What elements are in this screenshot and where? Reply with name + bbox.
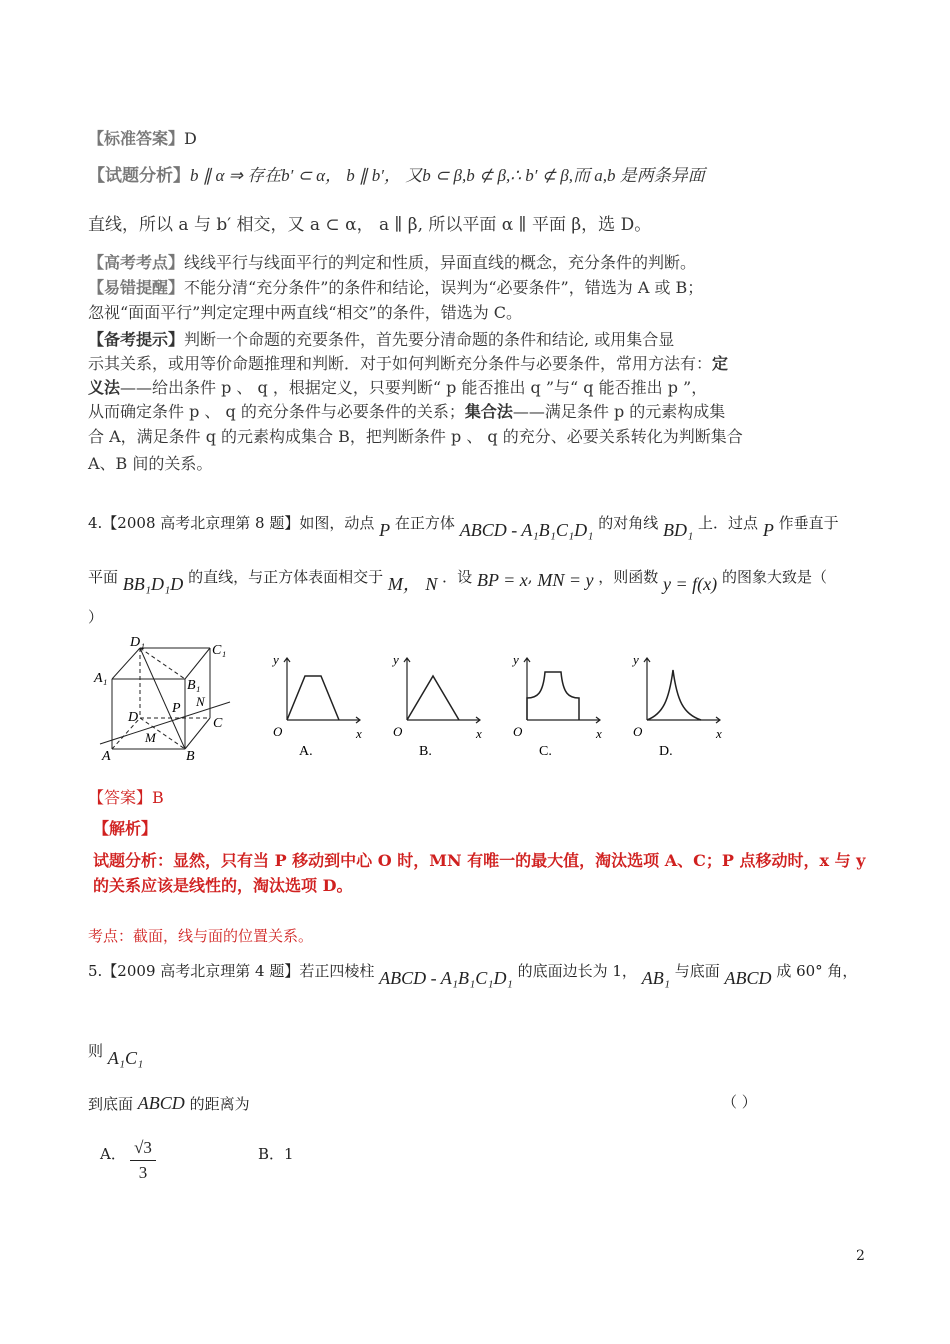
- q5-text3a: 到底面: [88, 1095, 134, 1113]
- label-a1: A₁: [94, 671, 108, 686]
- q4-line2: 平面 BB₁D₁D 的直线，与正方体表面相交于 M， N ．设 BP = x, MN = y ，则函数 y = f(x) 的图象大致是（: [88, 568, 827, 594]
- error-line2: 忽视“面面平行”判定定理中两直线“相交”的条件，错选为 C。: [88, 303, 523, 322]
- q4-text2b: 的直线，与正方体表面相交于: [188, 568, 384, 586]
- analysis-line1: [88, 161, 705, 186]
- tip-text4c: ——满足条件 p 的元素构成集: [512, 402, 726, 421]
- graph-c-xlabel: x: [596, 726, 602, 741]
- tip-bold-def2: 义法: [88, 378, 121, 397]
- q4-answer-value: B: [152, 788, 164, 807]
- graph-d-xlabel: x: [716, 726, 722, 741]
- cube-figure: [92, 632, 242, 762]
- label-c: C: [213, 716, 223, 731]
- q4-text1b: 在正方体: [394, 514, 455, 532]
- tip-line2: [88, 351, 728, 374]
- q5-ab1: AB₁: [641, 968, 670, 988]
- q4-text2c: ．设: [442, 568, 473, 586]
- tip-label: 【备考提示】: [88, 330, 185, 349]
- q5-line3: [88, 1093, 250, 1114]
- tip-bold-def: 定: [712, 354, 729, 373]
- q5-option-b[interactable]: B．1: [258, 1145, 294, 1163]
- q4-bp: BP = x: [476, 570, 528, 590]
- q4-explain-line1: 试题分析：显然，只有当 P 移动到中心 O 时，MN 有唯一的最大值，淘汰选项 A、C；P 点移动时，x 与 y: [93, 851, 866, 870]
- label-b1: B₁: [187, 678, 201, 693]
- graph-b-origin: O: [393, 724, 403, 739]
- q4-line1: [88, 512, 839, 540]
- label-n: N: [196, 694, 205, 709]
- q5-option-a[interactable]: [100, 1143, 126, 1164]
- q5-line2: [88, 1040, 144, 1068]
- q4-text2a: 平面: [88, 568, 119, 586]
- std-answer: [88, 126, 197, 149]
- tip-text1: 判断一个命题的充要条件，首先要分清命题的条件和结论, 或用集合显: [184, 330, 675, 349]
- label-d1: D₁: [130, 635, 145, 650]
- q4-var-p: P: [379, 520, 391, 540]
- tip-text3: ——给出条件 p 、 q ，根据定义，只要判断“ p 能否推出 q ”与“ q 能否推出 p ”，: [120, 378, 708, 397]
- q5-text1d: 成 60° 角，: [776, 962, 858, 980]
- q4-fx: y = f(x): [663, 574, 718, 594]
- q4-text2d: ，则函数: [598, 568, 659, 586]
- label-b: B: [186, 749, 195, 764]
- q5-prism: ABCD - A₁B₁C₁D₁: [379, 968, 513, 988]
- q5-line1: [88, 960, 858, 988]
- q4-kaodian: 考点：截面，线与面的位置关系。: [88, 927, 314, 945]
- q4-text1c: 的对角线: [598, 514, 659, 532]
- graph-option-a[interactable]: [265, 648, 375, 759]
- analysis-text1: b ∥ α ⇒ 存在b′ ⊂ α， b ∥ b′， 又b ⊂ β,b ⊄ β,∴ b′ ⊄ β,而 a,b 是两条异面: [190, 166, 705, 185]
- label-c1: C₁: [212, 643, 227, 658]
- q4-mn-points: M， N: [387, 574, 438, 594]
- error-text1: 不能分清“充分条件”的条件和结论，误判为“必要条件”，错选为 A 或 B；: [184, 278, 704, 297]
- q4-text1e: 作垂直于: [778, 514, 839, 532]
- graph-option-c[interactable]: [505, 648, 615, 759]
- q5-text2a: 则: [88, 1042, 104, 1060]
- q4-line3: ）: [88, 608, 104, 626]
- q5-abcd2: ABCD: [137, 1093, 185, 1113]
- error-line1: [88, 275, 703, 298]
- std-answer-label: 【标准答案】: [88, 129, 185, 148]
- tip-line6: A、B 间的关系。: [88, 454, 213, 473]
- tip-text2: 示其关系，或用等价命题推理和判断．对于如何判断充分条件与必要条件，常用方法有：: [88, 354, 713, 373]
- tip-line1: [88, 327, 674, 350]
- q4-var-p2: P: [762, 520, 774, 540]
- graph-b-label: B.: [419, 744, 432, 759]
- q4-bd1: BD₁: [662, 520, 694, 540]
- analysis-line2: 直线，所以 a 与 b′ 相交，又 a ⊂ α， a ∥ β, 所以平面 α ∥ 平面 β，选 D。: [88, 215, 652, 235]
- page-number: 2: [856, 1248, 865, 1264]
- tip-bold-set: 集合法: [464, 402, 513, 421]
- q4-answer: [88, 785, 164, 808]
- q4-explain-label: 【解析】: [93, 819, 158, 838]
- graph-a-ylabel: y: [273, 652, 279, 667]
- q5-fraction-den: 3: [138, 1163, 148, 1182]
- graph-option-b[interactable]: [385, 648, 495, 759]
- std-answer-value: D: [184, 129, 197, 148]
- q5-text1c: 与底面: [674, 962, 720, 980]
- graph-d-ylabel: y: [633, 652, 639, 667]
- error-label: 【易错提醒】: [88, 278, 185, 297]
- point-label: 【高考考点】: [88, 253, 185, 272]
- graph-c-ylabel: y: [513, 652, 519, 667]
- graph-b-ylabel: y: [393, 652, 399, 667]
- point-line: [88, 250, 696, 273]
- label-m: M: [145, 730, 156, 745]
- graph-c-label: C.: [539, 744, 552, 759]
- q5-text3b: 的距离为: [189, 1095, 250, 1113]
- graph-d-origin: O: [633, 724, 643, 739]
- label-a: A: [102, 749, 111, 764]
- graph-a-origin: O: [273, 724, 283, 739]
- q4-cube: ABCD - A₁B₁C₁D₁: [459, 520, 594, 540]
- q5-abcd: ABCD: [724, 968, 772, 988]
- q4-mn: MN = y: [537, 570, 594, 590]
- q5-option-a-label: A．: [100, 1145, 126, 1163]
- q4-text1d: 上．过点: [698, 514, 759, 532]
- q5-a1c1: A₁C₁: [107, 1048, 144, 1068]
- q4-text2e: 的图象大致是（: [721, 568, 827, 586]
- q5-fraction-num: √3: [134, 1138, 152, 1157]
- graph-a-label: A.: [299, 744, 313, 759]
- graph-b-xlabel: x: [476, 726, 482, 741]
- q5-option-a-fraction: [130, 1138, 156, 1183]
- label-d: D: [128, 710, 139, 725]
- q4-plane: BB₁D₁D: [122, 574, 184, 594]
- analysis-label: 【试题分析】: [88, 166, 190, 186]
- graph-c-origin: O: [513, 724, 523, 739]
- tip-line4: [88, 399, 725, 422]
- q4-answer-label: 【答案】: [88, 788, 153, 807]
- q5-text1b: 的底面边长为 1，: [517, 962, 637, 980]
- graph-option-d[interactable]: [625, 648, 735, 759]
- point-text: 线线平行与线面平行的判定和性质，异面直线的概念，充分条件的判断。: [184, 253, 697, 272]
- tip-line5: 合 A，满足条件 q 的元素构成集合 B，把判断条件 p 、 q 的充分、必要关系转化为判断集合: [88, 427, 743, 446]
- tip-line3: [88, 375, 707, 398]
- tip-text4: 从而确定条件 p 、 q 的充分条件与必要条件的关系；: [88, 402, 465, 421]
- q4-text1a: 4.【2008 高考北京理第 8 题】如图，动点: [88, 514, 375, 532]
- q4-explain-line2: 的关系应该是线性的，淘汰选项 D。: [93, 876, 353, 895]
- label-p: P: [172, 701, 181, 716]
- q5-paren: （ ）: [722, 1093, 757, 1111]
- q5-text1a: 5.【2009 高考北京理第 4 题】若正四棱柱: [88, 962, 375, 980]
- graph-a-xlabel: x: [356, 726, 362, 741]
- graph-d-label: D.: [659, 744, 673, 759]
